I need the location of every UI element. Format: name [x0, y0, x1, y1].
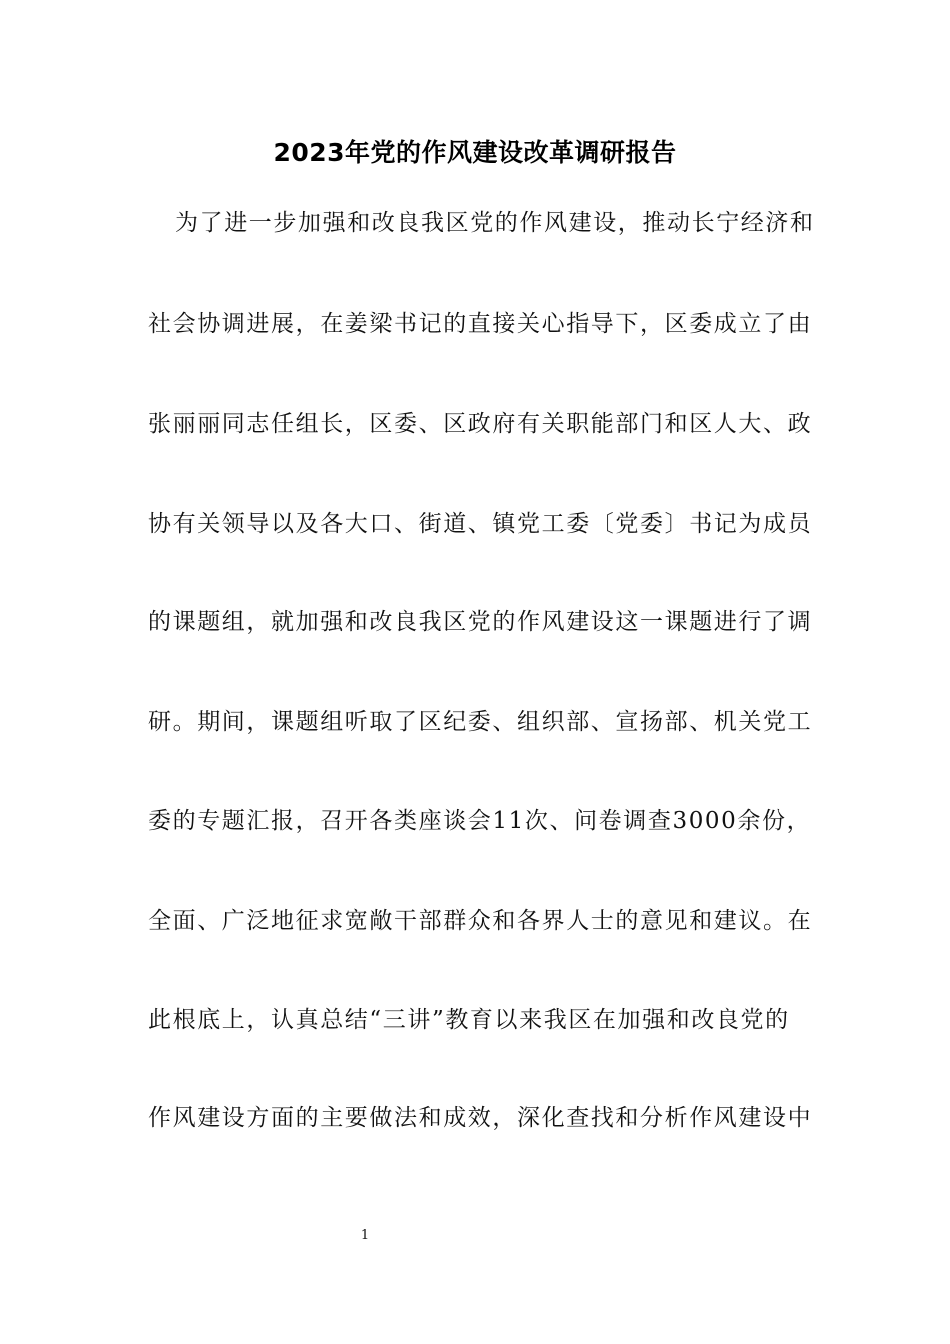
- paragraph-line: 此根底上，认真总结“三讲”教育以来我区在加强和改良党的: [148, 1007, 790, 1033]
- paragraph-line: 的课题组，就加强和改良我区党的作风建设这一课题进行了调: [148, 609, 813, 635]
- paragraph-line: 社会协调进展，在姜梁书记的直接关心指导下，区委成立了由: [148, 311, 813, 337]
- paragraph-line: 为了进一步加强和改良我区党的作风建设，推动长宁经济和: [175, 210, 815, 236]
- paragraph-line: 作风建设方面的主要做法和成效，深化查找和分析作风建设中: [148, 1105, 813, 1131]
- paragraph-line: 全面、广泛地征求宽敞干部群众和各界人士的意见和建议。在: [148, 908, 813, 934]
- paragraph-line: 研。期间，课题组听取了区纪委、组织部、宣扬部、机关党工: [148, 709, 813, 735]
- paragraph-line: 张丽丽同志任组长，区委、区政府有关职能部门和区人大、政: [148, 411, 813, 437]
- paragraph-line: 协有关领导以及各大口、街道、镇党工委〔党委〕书记为成员: [148, 511, 813, 537]
- document-title: 2023年党的作风建设改革调研报告: [273, 138, 677, 167]
- page-number: 1: [360, 1228, 370, 1243]
- paragraph-line: 委的专题汇报，召开各类座谈会11次、问卷调查3000余份，: [148, 808, 812, 834]
